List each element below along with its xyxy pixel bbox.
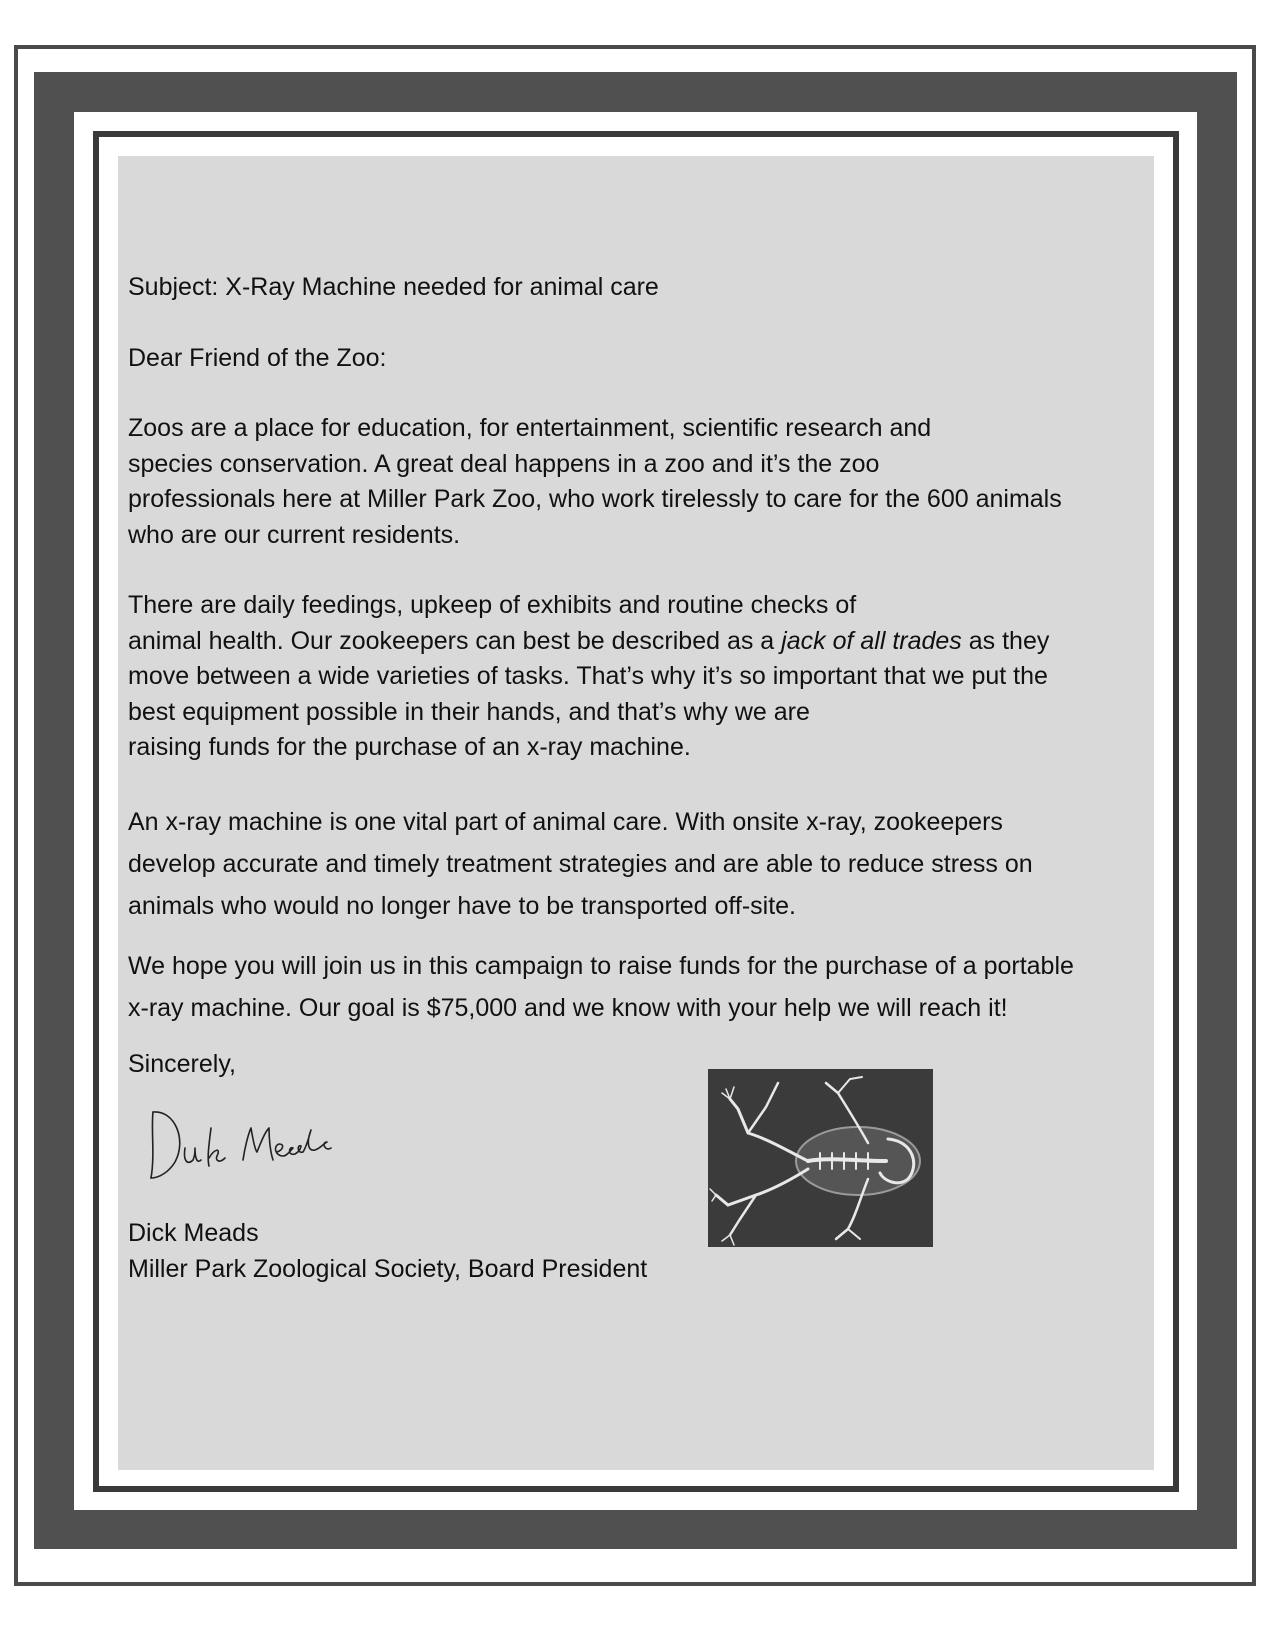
paragraph-line: who are our current residents. [128,520,461,549]
signer-block [128,1216,828,1287]
line-text: as they [961,626,1050,655]
paragraph-line: raising funds for the purchase of an x-ray machine. [128,733,691,761]
signature [145,1100,345,1185]
signer-name: Dick Meads [128,1219,259,1247]
subject-line: Subject: X-Ray Machine needed for animal care [128,273,659,301]
closing: Sincerely, [128,1049,236,1078]
paragraph-line: Zoos are a place for education, for entertainment, scientific research and [128,414,932,442]
signer-title: Miller Park Zoological Society, Board President [128,1254,648,1283]
paragraph-4 [128,945,1148,1029]
paragraph-line [128,624,1148,660]
paragraph-line: An x-ray machine is one vital part of animal care. With onsite x-ray, zookeepers [128,807,1003,836]
greeting: Dear Friend of the Zoo: [128,343,387,372]
paragraph-line: move between a wide varieties of tasks. That’s why it’s so important that we put the [128,662,1048,690]
paragraph-line: professionals here at Miller Park Zoo, who work tirelessly to care for the 600 animals [128,485,1062,513]
letter-body [128,270,1148,1082]
emphasis-text: jack of all trades [781,626,962,655]
paragraph-2 [128,588,1148,766]
paragraph-3 [128,801,1148,927]
paragraph-line: best equipment possible in their hands, and that’s why we are [128,697,810,726]
paragraph-line: There are daily feedings, upkeep of exhibits and routine checks of [128,591,857,619]
paragraph-line: develop accurate and timely treatment strategies and are able to reduce stress on [128,849,1033,878]
paragraph-1 [128,411,1148,553]
paragraph-line: animals who would no longer have to be transported off-site. [128,891,796,920]
paragraph-line: species conservation. A great deal happens in a zoo and it’s the zoo [128,449,880,478]
line-text: animal health. Our zookeepers can best be described as a [128,626,782,655]
paragraph-line: We hope you will join us in this campaign to raise funds for the purchase of a portable [128,951,1074,980]
paragraph-line: x-ray machine. Our goal is $75,000 and we know with your help we will reach it! [128,993,1008,1022]
